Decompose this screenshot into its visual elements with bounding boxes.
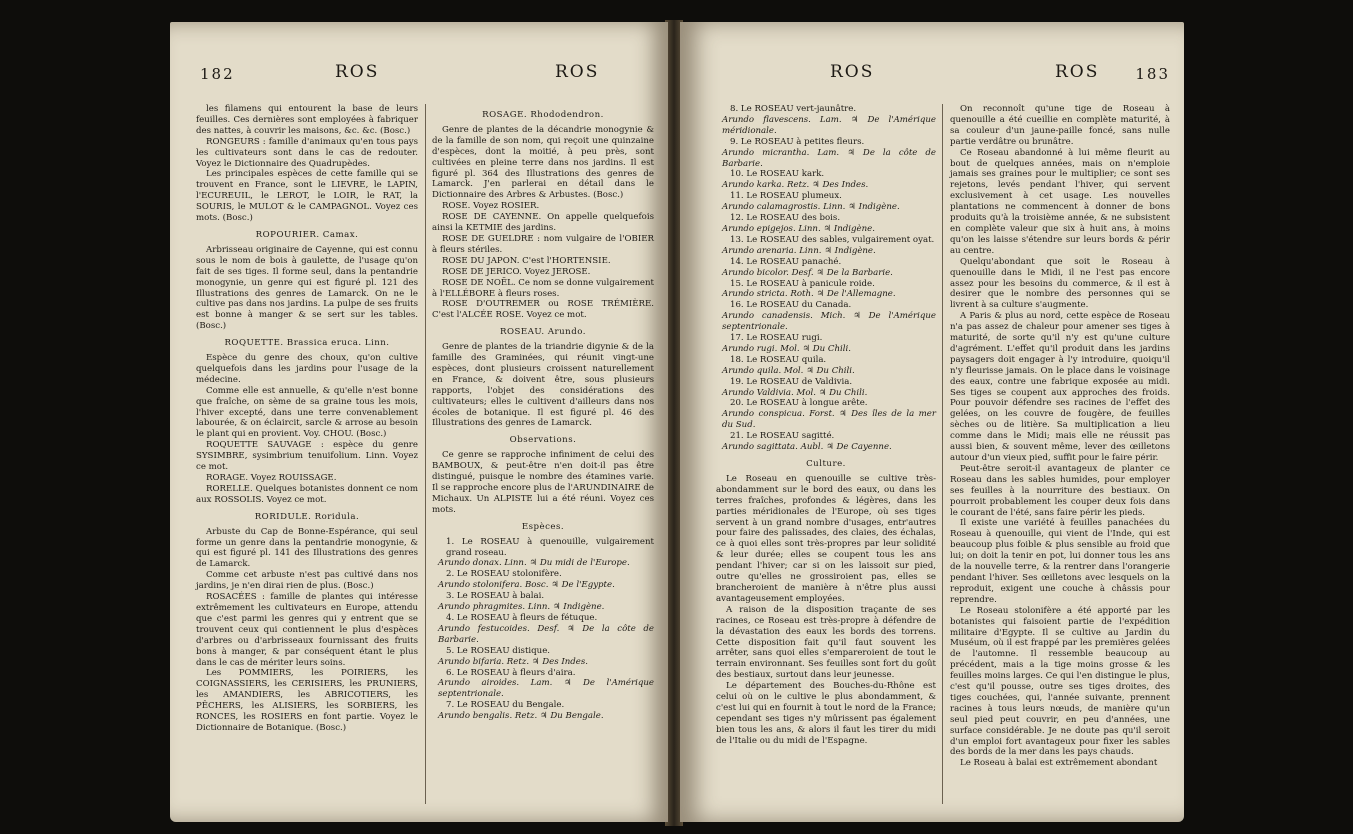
species-entry: 3. Le ROSEAU à balai. xyxy=(446,591,545,602)
paragraph: ROSE DE JERICO. Voyez JEROSE. xyxy=(442,266,591,277)
paragraph: Les POMMIERS, les POIRIERS, les COIGNASSIERS, les CERISIERS, les PRUNIERS, les AMANDIERS, les ABRICOTIERS, les PÊCHERS, les ALISIERS, les SORBIERS, les RONCES, les ROSIERS en font partie. Voyez le Dictionnaire de Botanique. (Bosc.) xyxy=(196,668,418,733)
column-rule xyxy=(425,104,426,804)
paragraph: ROSACÉES : famille de plantes qui intéresse extrêmement les cultivateurs en Europe, attendu que c'est parmi les genres qui y entrent que se trouvent ceux qui contiennent le plus d'espèces d'arbres ou d'arbrisseaux fournissant des fruits bons à manger, & par conséquent étant le plus dans le cas de mériter leurs soins. xyxy=(196,592,418,668)
paragraph: ROSE DU JAPON. C'est l'HORTENSIE. xyxy=(442,255,611,266)
species-latin-name: Arundo rugi. Mol. ♃ Du Chili. xyxy=(722,343,852,354)
species-entry: 20. Le ROSEAU à longue arête. xyxy=(730,398,868,409)
article-heading: ROSAGE. Rhododendron. xyxy=(482,110,604,120)
species-entry: 9. Le ROSEAU à petites fleurs. xyxy=(730,136,865,147)
right-column-2 xyxy=(950,104,1170,769)
left-page xyxy=(170,22,668,822)
species-entry: 2. Le ROSEAU stolonifère. xyxy=(446,569,562,580)
species-entry: 19. Le ROSEAU de Valdivia. xyxy=(730,376,853,387)
paragraph: ROQUETTE SAUVAGE : espèce du genre SYSIMBRE, sysimbrium tenuifolium. Linn. Voyez ce mot. xyxy=(196,440,418,473)
species-entry: 11. Le ROSEAU plumeux. xyxy=(730,191,842,202)
species-latin-name: Arundo flavescens. Lam. ♃ De l'Amérique méridionale. xyxy=(722,114,936,136)
article-heading: Observations. xyxy=(509,435,577,446)
species-entry: 6. Le ROSEAU à fleurs d'aira. xyxy=(446,667,576,678)
paragraph: Comme elle est annuelle, & qu'elle n'est bonne que fraîche, on sème de sa graine tous les mois, l'hiver excepté, dans une terre convenablement labourée, & on éclaircit, sarcle & arrose au besoin le plant qui en provient. Voy. CHOU. (Bosc.) xyxy=(196,385,418,440)
paragraph: A Paris & plus au nord, cette espèce de Roseau n'a pas assez de chaleur pour amener ses tiges à maturité, de sorte qu'il n'y est qu'une culture d'agrément. L'effet qu'il produit dans les jardins paysagers doit engager à l'y introduire, quoiqu'il n'y fleurisse jamais. On le place dans le voisinage des eaux, contre une fabrique exposée au midi. Ses tiges se coupent aux approches des froids. Pour pouvoir défendre ses racines de l'effet des gelées, on les couvre de fougère, de feuilles sèches ou de litière. Sa multiplication a lieu comme dans le Midi; mais elle ne réussit pas aussi bien, & souvent même, lever des œilletons autour d'un vieux pied, suffit pour le faire périr. xyxy=(950,311,1170,463)
species-entry: 15. Le ROSEAU à panicule roide. xyxy=(730,278,875,289)
paragraph: Espèce du genre des choux, qu'on cultive quelquefois dans les jardins pour l'usage de la médecine. xyxy=(196,353,418,385)
paragraph: Quelqu'abondant que soit le Roseau à quenouille dans le Midi, il ne l'est pas encore assez pour les besoins du commerce, & il est à desirer que le nombre des personnes qui se livrent à sa culture s'augmente. xyxy=(950,256,1170,311)
species-latin-name: Arundo canadensis. Mich. ♃ De l'Amérique septentrionale. xyxy=(722,311,936,333)
left-column-2 xyxy=(432,104,654,722)
article-heading: ROPOURIER. Camax. xyxy=(255,229,359,240)
right-page xyxy=(680,22,1184,822)
species-latin-name: Arundo bicolor. Desf. ♃ De la Barbarie. xyxy=(722,267,893,278)
species-entry: 14. Le ROSEAU panaché. xyxy=(730,256,842,267)
right-page-number: 183 xyxy=(1135,65,1170,83)
species-entry: 16. Le ROSEAU du Canada. xyxy=(730,300,852,311)
species-latin-name: Arundo stolonifera. Bosc. ♃ De l'Egypte. xyxy=(438,580,615,591)
species-latin-name: Arundo festucoides. Desf. ♃ De la côte de Barbarie. xyxy=(438,623,654,645)
paragraph: ROSE. Voyez ROSIER. xyxy=(442,201,540,212)
article-heading: ROQUETTE. Brassica eruca. Linn. xyxy=(224,338,390,349)
species-entry: 13. Le ROSEAU des sables, vulgairement oyat. xyxy=(730,234,935,245)
paragraph: ROSE DE NOËL. Ce nom se donne vulgairement à l'ELLÉBORE à fleurs roses. xyxy=(432,277,655,299)
species-entry: 1. Le ROSEAU à quenouille, vulgairement grand roseau. xyxy=(446,536,654,558)
paragraph: Les principales espèces de cette famille qui se trouvent en France, sont le LIEVRE, le LAPIN, l'ECUREUIL, le LEROT, le LOIR, le RAT, la SOURIS, le MULOT & le CAMPAGNOL. Voyez ces mots. (Bosc.) xyxy=(196,169,418,224)
article-heading: ROSEAU. Arundo. xyxy=(500,327,586,338)
species-latin-name: Arundo bifaria. Retz. ♃ Des Indes. xyxy=(438,656,589,667)
left-head-col1: ROS xyxy=(335,62,380,82)
paragraph: Arbuste du Cap de Bonne-Espérance, qui seul forme un genre dans la pentandrie monogynie, & qui est figuré pl. 141 des Illustrations des genres de Lamarck. xyxy=(196,526,418,570)
paragraph: On reconnoît qu'une tige de Roseau à quenouille a été cueillie en complète maturité, à sa couleur d'un jaune-paille foncé, sans nulle partie verdâtre ou brunâtre. xyxy=(950,104,1170,147)
left-running-head xyxy=(200,62,640,86)
right-head-col1: ROS xyxy=(830,62,875,82)
species-latin-name: Arundo karka. Retz. ♃ Des Indes. xyxy=(722,180,869,191)
paragraph: Il existe une variété à feuilles panachées du Roseau à quenouille, qui vient de l'Inde, qui est beaucoup plus foible & plus sensible au froid que lui; on doit la tenir en pot, lui donner tous les ans de la nouvelle terre, & la rentrer dans l'orangerie pendant l'hiver. Ses œilletons avec lesquels on la reproduit, exigent une couche à châssis pour reprendre. xyxy=(950,518,1170,605)
species-latin-name: Arundo arenaria. Linn. ♃ Indigène. xyxy=(722,245,876,256)
right-running-head xyxy=(710,62,1170,86)
species-latin-name: Arundo Valdivia. Mol. ♃ Du Chili. xyxy=(722,387,868,398)
article-heading: Espèces. xyxy=(521,521,565,532)
species-latin-name: Arundo epigejos. Linn. ♃ Indigène. xyxy=(722,223,875,234)
paragraph: Le Roseau stolonifère a été apporté par les botanistes qui faisoient partie de l'expédition militaire d'Egypte. Il se cultive au Jardin du Muséum, où il est frappé par les premières gelées de l'automne. Il ressemble beaucoup au précédent, mais a la tige moins grosse & les feuilles moins larges. Ce qui l'en distingue le plus, c'est qu'il pousse, outre ses tiges droites, des tiges couchées, qui, l'année suivante, prennent racines à tous leurs nœuds, de manière qu'un seul pied peut couvrir, en peu d'années, une surface considérable. Je ne doute pas qu'il seroit d'un emploi fort avantageux pour fixer les sables des bords de la mer dans les pays chauds. xyxy=(950,605,1170,758)
species-latin-name: Arundo airoides. Lam. ♃ De l'Amérique septentrionale. xyxy=(438,678,654,700)
paragraph: RORELLE. Quelques botanistes donnent ce nom aux ROSSOLIS. Voyez ce mot. xyxy=(196,483,418,505)
left-column-1 xyxy=(196,104,418,734)
paragraph: Peut-être seroit-il avantageux de planter ce Roseau dans les sables humides, pour employer ses feuilles à la nourriture des bestiaux. On pourroit probablement les couper deux fois dans le courant de l'été, sans faire périr les pieds. xyxy=(950,463,1170,518)
paragraph: les filamens qui entourent la base de leurs feuilles. Ces dernières sont employées à fabriquer des nattes, à couvrir les maisons, &c. &c. (Bosc.) xyxy=(196,104,418,136)
paragraph: Comme cet arbuste n'est pas cultivé dans nos jardins, je n'en dirai rien de plus. (Bosc.) xyxy=(196,570,418,592)
species-entry: 8. Le ROSEAU vert-jaunâtre. xyxy=(730,104,857,114)
article-heading: RORIDULE. Roridula. xyxy=(254,511,360,522)
species-latin-name: Arundo quila. Mol. ♃ Du Chili. xyxy=(722,365,855,376)
species-latin-name: Arundo calamagrostis. Linn. ♃ Indigène. xyxy=(722,202,900,213)
species-latin-name: Arundo donax. Linn. ♃ Du midi de l'Europe. xyxy=(438,558,630,569)
column-rule xyxy=(942,104,943,804)
paragraph: Ce Roseau abandonné à lui même fleurit au bout de quelques années, mais on n'emploie jamais ses graines pour le multiplier; ce sont ses rejetons, levés pendant l'hiver, qui servent exclusivement à cet usage. Les nouvelles plantations ne commencent à donner de bons produits qu'à la troisième année, & ne subsistent en complète valeur que six à huit ans, à moins qu'on les laisse s'étendre sur leurs bords & périr au centre. xyxy=(950,147,1170,256)
species-entry: 10. Le ROSEAU kark. xyxy=(730,169,825,180)
species-entry: 12. Le ROSEAU des bois. xyxy=(730,213,841,224)
right-head-col2: ROS xyxy=(1055,62,1100,82)
species-entry: 18. Le ROSEAU quila. xyxy=(730,354,827,365)
species-latin-name: Arundo conspicua. Forst. ♃ Des îles de la mer du Sud. xyxy=(722,409,936,431)
species-entry: 7. Le ROSEAU du Bengale. xyxy=(446,700,565,711)
paragraph: RORAGE. Voyez ROUISSAGE. xyxy=(206,473,337,483)
article-heading: Culture. xyxy=(806,459,846,469)
right-column-1 xyxy=(716,104,936,747)
species-latin-name: Arundo sagittata. Aubl. ♃ De Cayenne. xyxy=(722,442,892,453)
paragraph: A raison de la disposition traçante de ses racines, ce Roseau est très-propre à défendre de la dévastation des eaux les bords des torrens. Cette disposition fait qu'il faut souvent les arrêter, sans quoi elles s'empareroient de tout le terrain environnant. Ses feuilles sont fort du goût des bestiaux, surtout dans leur jeunesse. xyxy=(716,604,936,681)
species-latin-name: Arundo micrantha. Lam. ♃ De la côte de Barbarie. xyxy=(722,147,936,169)
paragraph: Ce genre se rapproche infiniment de celui des BAMBOUX, & peut-être n'en doit-il pas être distingué, puisque le nombre des étamines varie. Il se rapproche encore plus de l'ARUNDINAIRE de Michaux. Un ALPISTE lui a été réuni. Voyez ces mots. xyxy=(432,450,654,515)
species-entry: 21. Le ROSEAU sagitté. xyxy=(730,431,835,442)
paragraph: Le Roseau en quenouille se cultive très-abondamment sur le bord des eaux, ou dans les terres fraîches, profondes & légères, dans les parties méridionales de l'Europe, où ses tiges servent à un grand nombre d'usages, entr'autres pour faire des palissades, des claies, des échalas, ce à quoi elles sont très-propres par leur solidité & leur durée; elles se coupent tous les ans pendant l'hiver; car si on les laissoit sur pied, outre qu'elles ne grossiroient pas, elles se brancheroient de manière à n'être plus aussi avantageusement employées. xyxy=(716,473,936,604)
paragraph: Genre de plantes de la triandrie digynie & de la famille des Graminées, qui réunit vingt-une espèces, dont plusieurs croissent naturellement en France, & doivent être, sous plusieurs rapports, l'objet des considérations des cultivateurs; elles le cultivent d'ailleurs dans nos écoles de botanique. Il est figuré pl. 46 des Illustrations des genres de Lamarck. xyxy=(432,342,654,429)
paragraph: ROSE DE GUELDRE : nom vulgaire de l'OBIER à fleurs stériles. xyxy=(432,233,654,255)
species-entry: 17. Le ROSEAU rugi. xyxy=(730,333,823,344)
paragraph: Le Roseau à balai est extrêmement abondant xyxy=(960,758,1158,769)
species-latin-name: Arundo bengalis. Retz. ♃ Du Bengale. xyxy=(438,711,604,722)
paragraph: RONGEURS : famille d'animaux qu'en tous pays les cultivateurs sont dans le cas de redouter. Voyez le Dictionnaire des Quadrupèdes. xyxy=(196,136,418,169)
paragraph: ROSE DE CAYENNE. On appelle quelquefois ainsi la KETMIE des jardins. xyxy=(432,212,654,234)
species-latin-name: Arundo stricta. Roth. ♃ De l'Allemagne. xyxy=(722,289,896,300)
paragraph: Genre de plantes de la décandrie monogynie & de la famille de son nom, qui reçoit une quinzaine d'espèces, dont la moitié, à peu près, sont cultivées en pleine terre dans nos jardins. Il est figuré pl. 364 des Illustrations des genres de Lamarck. J'en parlerai en détail dans le Dictionnaire des Arbres & Arbustes. (Bosc.) xyxy=(432,124,654,201)
left-page-number: 182 xyxy=(200,65,235,83)
left-head-col2: ROS xyxy=(555,62,600,82)
species-entry: 4. Le ROSEAU à fleurs de fétuque. xyxy=(446,612,598,623)
paragraph: Le département des Bouches-du-Rhône est celui où on le cultive le plus abondamment, & c'est lui qui en fournit à tout le nord de la France; cependant ses tiges n'y mûrissent pas également bien tous les ans, & alors il faut les tirer du midi de l'Italie ou du midi de l'Espagne. xyxy=(716,681,936,746)
paragraph: ROSE D'OUTREMER ou ROSE TRÉMIÈRE. C'est l'ALCÉE ROSE. Voyez ce mot. xyxy=(432,299,654,321)
species-latin-name: Arundo phragmites. Linn. ♃ Indigène. xyxy=(438,602,605,613)
paragraph: Arbrisseau originaire de Cayenne, qui est connu sous le nom de bois à gaulette, de l'usage qu'on fait de ses tiges. Il forme seul, dans la pentandrie monogynie, un genre qui est figuré pl. 121 des Illustrations des genres de Lamarck. On ne le cultive pas dans nos jardins. La pulpe de ses fruits est bonne à manger & se sert sur les tables. (Bosc.) xyxy=(196,244,418,332)
species-entry: 5. Le ROSEAU distique. xyxy=(446,645,551,656)
